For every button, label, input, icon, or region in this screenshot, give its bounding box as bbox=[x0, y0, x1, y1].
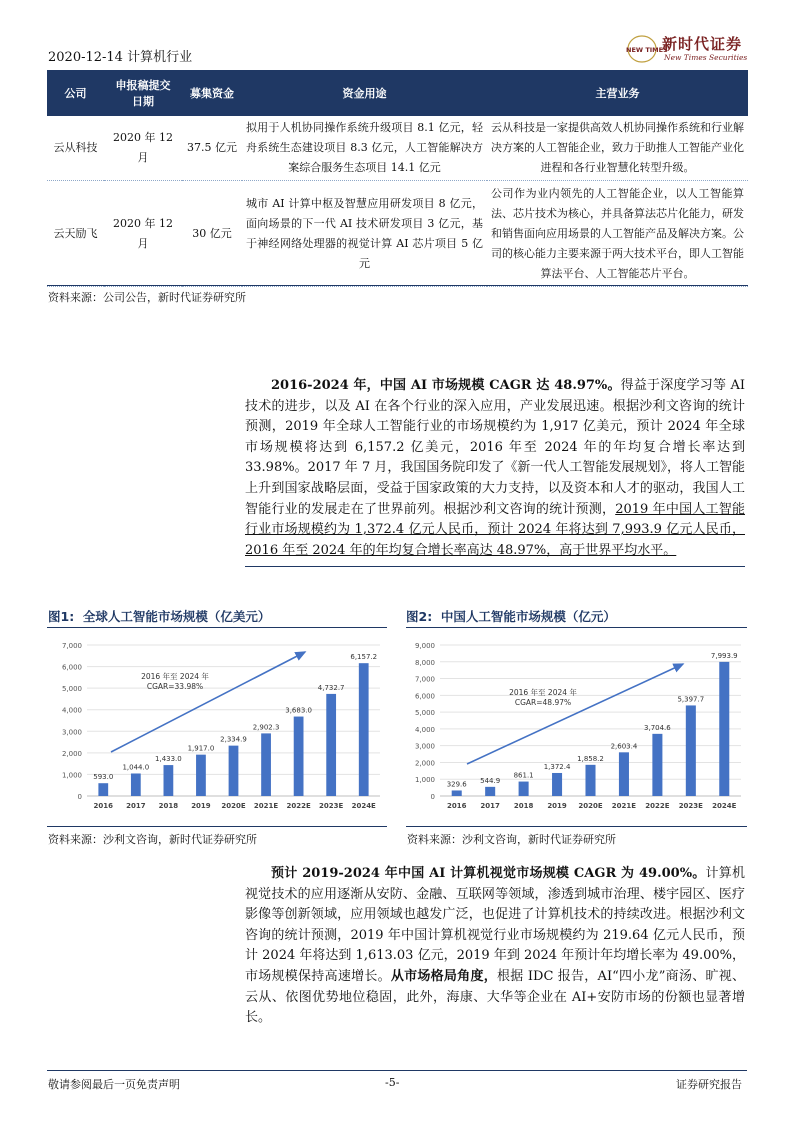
paragraph-subhead: 从市场格局角度， bbox=[390, 968, 497, 984]
footer-report-type: 证券研究报告 bbox=[676, 1078, 742, 1091]
bar bbox=[552, 773, 562, 796]
table-header-cell: 主营业务 bbox=[487, 70, 748, 116]
bar bbox=[619, 752, 629, 796]
y-tick-label: 1,000 bbox=[414, 776, 435, 785]
figure-2-source: 资料来源：沙利文咨询，新时代证券研究所 bbox=[407, 833, 616, 846]
x-tick-label: 2020E bbox=[578, 802, 603, 810]
figure-1-source: 资料来源：沙利文咨询，新时代证券研究所 bbox=[48, 833, 257, 846]
x-tick-label: 2021E bbox=[253, 802, 279, 810]
paragraph-body: 计算机视觉技术的应用逐渐从安防、金融、互联网等领域，渗透到城市治理、楼宇园区、医疗影像等创新领域，应用领域也越发广泛，也促进了计算机技术的持续改进。根据沙利文咨询的统计预测，2019 年中国计算机视觉行业市场规模约为 219.64 亿元人民币，预计 2024 年将达到 1,613.03 亿元，2019 年到 2024 年预计年均增长率为 49.00%，市场规模保持高速增长。 bbox=[245, 866, 745, 984]
table-cell-business: 公司作为业内领先的人工智能企业，以人工智能算法、芯片技术为核心，并具备算法芯片化能力，研发和销售面向应用场景的人工智能产品及解决方案。公司的核心能力主要来源于两大技术平台，即人工智能算法平台、人工智能芯片平台。 bbox=[487, 181, 748, 287]
x-tick-label: 2023E bbox=[319, 802, 344, 810]
annotation-text: 2016 年至 2024 年 bbox=[141, 672, 209, 681]
table-cell-company: 云从科技 bbox=[47, 116, 104, 181]
x-tick-label: 2023E bbox=[678, 802, 703, 810]
header-date-industry: 2020-12-14 计算机行业 bbox=[48, 50, 193, 65]
data-label: 3,704.6 bbox=[644, 723, 671, 732]
bar bbox=[585, 765, 595, 796]
y-tick-label: 3,000 bbox=[414, 742, 435, 751]
paragraph-ai-market bbox=[245, 376, 745, 561]
data-label: 1,372.4 bbox=[543, 762, 571, 771]
bar bbox=[719, 662, 729, 796]
x-tick-label: 2016 bbox=[446, 802, 467, 810]
bar bbox=[131, 773, 141, 796]
table-cell-date: 2020 年 12 月 bbox=[104, 181, 182, 287]
y-tick-label: 8,000 bbox=[414, 658, 435, 667]
y-tick-label: 3,000 bbox=[61, 728, 82, 737]
table-cell-use: 拟用于人机协同操作系统升级项目 8.1 亿元，轻舟系统生态建设项目 8.3 亿元，人工智能解决方案综合服务生态项目 14.1 亿元 bbox=[242, 116, 487, 181]
figure-1-top-line bbox=[47, 627, 387, 628]
annotation-text: CGAR=48.97% bbox=[514, 698, 572, 707]
footer-page-number: -5- bbox=[385, 1076, 400, 1089]
table-cell-use: 城市 AI 计算中枢及智慧应用研发项目 8 亿元，面向场景的下一代 AI 技术研发项目 3 亿元，基于神经网络处理器的视觉计算 AI 芯片项目 5 亿元 bbox=[242, 181, 487, 287]
data-label: 861.1 bbox=[513, 771, 534, 780]
paragraph-body: 得益于深度学习等 AI 技术的进步，以及 AI 在各个行业的深入应用，产业发展迅速。根据沙利文咨询的统计预测，2019 年全球人工智能行业的市场规模约为 1,917 亿美元，预计 2024 年全球市场规模将达到 6,157.2 亿美元，2016 年至 2024 年的年均复合增长率达到 33.98%。2017 年 7 月，我国国务院印发了《新一代人工智能发展规划》，将人工智能上升到国家战略层面，受益于国家政策的大力支持，以及资本和人才的驱动，我国人工智能行业的发展走在了世界前列。根据沙利文咨询的统计预测， bbox=[245, 378, 746, 517]
y-tick-label: 5,000 bbox=[61, 685, 82, 694]
logo-en: New Times Securities bbox=[664, 53, 748, 62]
table-row bbox=[47, 116, 748, 181]
x-tick-label: 2019 bbox=[547, 802, 567, 810]
paragraph-lead: 预计 2019-2024 年中国 AI 计算机视觉市场规模 CAGR 为 49.00%。 bbox=[271, 866, 706, 881]
table-cell-company: 云天励飞 bbox=[47, 181, 104, 287]
paragraph-lead: 2016-2024 年，中国 AI 市场规模 CAGR 达 48.97%。 bbox=[271, 378, 621, 393]
table-source-divider bbox=[47, 285, 748, 286]
figure-2-top-line bbox=[406, 627, 747, 628]
data-label: 593.0 bbox=[93, 773, 114, 782]
x-tick-label: 2024E bbox=[712, 802, 737, 810]
bar bbox=[452, 790, 462, 796]
figure-1-title bbox=[48, 607, 270, 625]
x-tick-label: 2020E bbox=[221, 802, 246, 810]
table-cell-business: 云从科技是一家提供高效人机协同操作系统和行业解决方案的人工智能企业，致力于助推人工智能产业化进程和各行业智慧化转型升级。 bbox=[487, 116, 748, 181]
table-header-row bbox=[47, 70, 748, 116]
bar bbox=[686, 705, 696, 796]
x-tick-label: 2018 bbox=[513, 802, 534, 810]
table-header-text: 申报稿提交日期 bbox=[115, 79, 171, 108]
y-tick-label: 6,000 bbox=[61, 663, 82, 672]
data-label: 1,917.0 bbox=[187, 744, 215, 753]
data-label: 2,902.3 bbox=[252, 723, 280, 732]
y-tick-label: 4,000 bbox=[61, 706, 82, 715]
y-tick-label: 6,000 bbox=[414, 692, 435, 701]
y-tick-label: 1,000 bbox=[61, 771, 82, 780]
data-label: 1,858.2 bbox=[577, 754, 604, 763]
y-tick-label: 4,000 bbox=[414, 725, 435, 734]
y-tick-label: 9,000 bbox=[414, 642, 435, 650]
table-source: 资料来源：公司公告，新时代证券研究所 bbox=[48, 291, 246, 304]
paragraph-body: 根据 IDC 报告，AI“四小龙”商汤、旷视、云从、依图优势地位稳固，此外，海康、大华等企业在 AI+安防市场的份额也显著增长。 bbox=[245, 968, 745, 1026]
figure-1-bottom-line bbox=[47, 826, 387, 827]
bar bbox=[196, 755, 206, 796]
data-label: 1,433.0 bbox=[155, 755, 182, 764]
table-cell-amount: 30 亿元 bbox=[182, 181, 242, 287]
figure-2-bottom-line bbox=[406, 826, 747, 827]
data-label: 1,044.0 bbox=[122, 763, 150, 772]
figure-2-title bbox=[406, 607, 616, 625]
y-tick-label: 7,000 bbox=[414, 675, 435, 684]
x-tick-label: 2024E bbox=[351, 802, 376, 810]
table-row bbox=[47, 181, 748, 287]
y-tick-label: 7,000 bbox=[61, 642, 82, 650]
bar bbox=[229, 746, 239, 796]
footer-disclaimer: 敬请参阅最后一页免责声明 bbox=[48, 1078, 180, 1091]
x-tick-label: 2021E bbox=[611, 802, 637, 810]
data-label: 7,993.9 bbox=[710, 651, 738, 660]
annotation-text: 2016 年至 2024 年 bbox=[509, 688, 577, 697]
data-label: 4,732.7 bbox=[317, 683, 345, 692]
table-header-cell bbox=[104, 70, 182, 116]
footer-divider bbox=[47, 1070, 747, 1071]
bar bbox=[164, 765, 174, 796]
x-tick-label: 2022E bbox=[286, 802, 311, 810]
table-header-cell: 募集资金 bbox=[182, 70, 242, 116]
y-tick-label: 0 bbox=[430, 793, 435, 801]
x-tick-label: 2017 bbox=[480, 802, 500, 810]
bar bbox=[485, 787, 495, 796]
chart-china-ai-market bbox=[406, 632, 747, 822]
table-cell-amount: 37.5 亿元 bbox=[182, 116, 242, 181]
table-header-cell: 公司 bbox=[47, 70, 104, 116]
table-header-cell: 资金用途 bbox=[242, 70, 487, 116]
logo-cn: 新时代证券 bbox=[662, 35, 743, 53]
y-tick-label: 0 bbox=[77, 793, 82, 801]
x-tick-label: 2022E bbox=[645, 802, 670, 810]
y-tick-label: 2,000 bbox=[61, 749, 82, 758]
bar bbox=[326, 694, 336, 796]
x-tick-label: 2019 bbox=[191, 802, 211, 810]
paragraph-underlined: 2019 年中国人工智能行业市场规模约为 1,372.4 亿元人民币，预计 2024 年将达到 7,993.9 亿元人民币，2016 年至 2024 年的年均复合增长率高达 48.97%，高于世界平均水平。 bbox=[245, 501, 745, 558]
x-tick-label: 2018 bbox=[158, 802, 179, 810]
bar bbox=[294, 717, 304, 796]
bar bbox=[359, 663, 369, 796]
logo-mark: NEW TIMES bbox=[626, 46, 668, 54]
data-label: 2,334.9 bbox=[220, 735, 247, 744]
paragraph-divider bbox=[245, 566, 745, 567]
bar bbox=[98, 783, 108, 796]
annotation-text: CGAR=33.98% bbox=[146, 682, 204, 691]
ipo-table bbox=[47, 70, 748, 287]
table-cell-date: 2020 年 12 月 bbox=[104, 116, 182, 181]
bar bbox=[652, 734, 662, 796]
y-tick-label: 5,000 bbox=[414, 709, 435, 718]
figure-1-title-text: 全球人工智能市场规模（亿美元） bbox=[82, 609, 271, 624]
bar bbox=[261, 733, 271, 796]
data-label: 5,397.7 bbox=[677, 695, 705, 704]
data-label: 544.9 bbox=[480, 776, 501, 785]
y-tick-label: 2,000 bbox=[414, 759, 435, 768]
chart-global-ai-market bbox=[47, 632, 387, 822]
data-label: 329.6 bbox=[446, 780, 467, 789]
x-tick-label: 2016 bbox=[93, 802, 114, 810]
x-tick-label: 2017 bbox=[126, 802, 146, 810]
figure-1-label: 图1: bbox=[48, 609, 75, 624]
data-label: 6,157.2 bbox=[350, 653, 378, 662]
figure-2-title-text: 中国人工智能市场规模（亿元） bbox=[440, 609, 616, 624]
paragraph-cv-market bbox=[245, 864, 745, 1029]
bar bbox=[519, 782, 529, 796]
figure-2-label: 图2: bbox=[406, 609, 433, 624]
data-label: 3,683.0 bbox=[285, 706, 312, 715]
data-label: 2,603.4 bbox=[610, 742, 638, 751]
